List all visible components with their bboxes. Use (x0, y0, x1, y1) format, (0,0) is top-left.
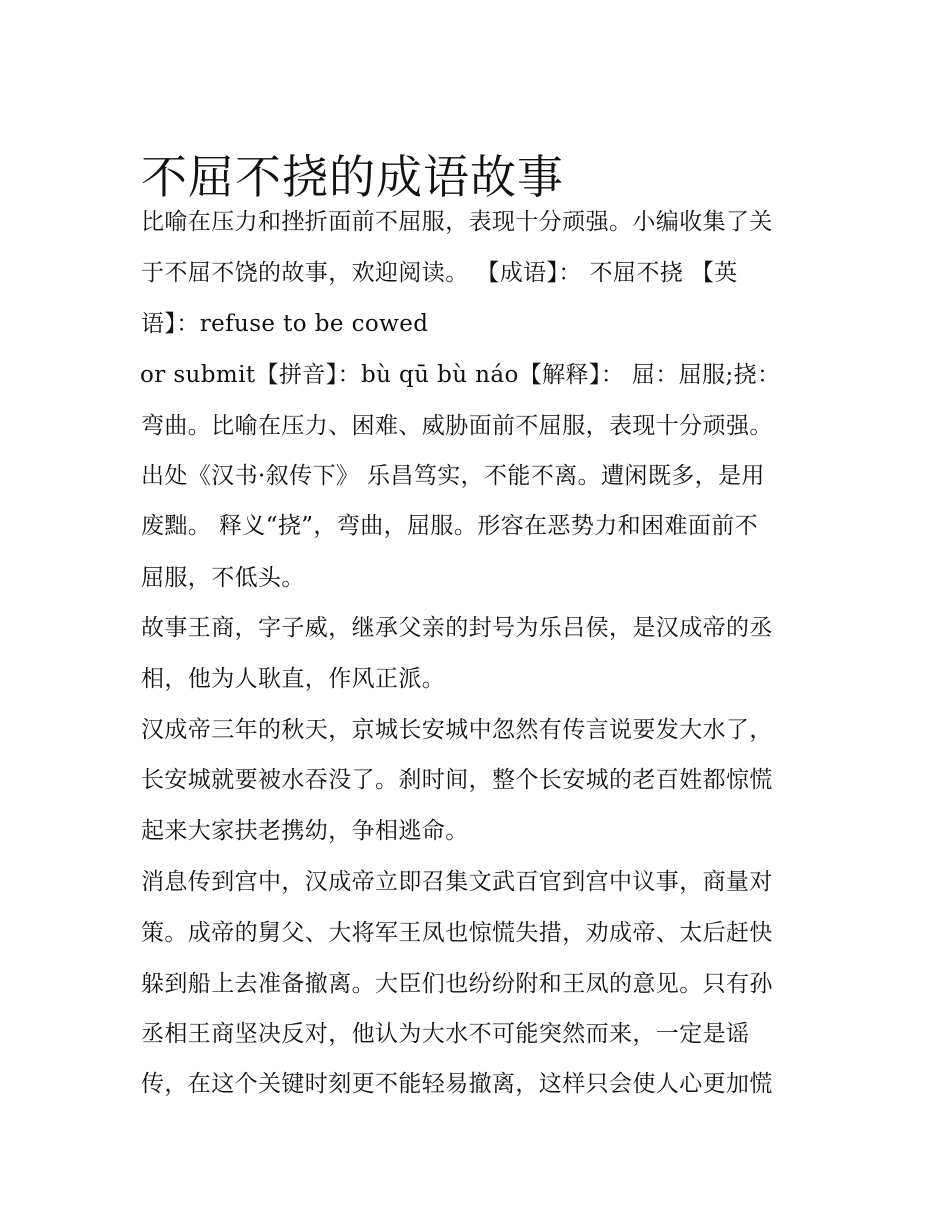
text-line: 相，他为人耿直，作风正派。 (141, 666, 446, 692)
text-line: 汉成帝三年的秋天，京城长安城中忽然有传言说要发大水了， (141, 717, 773, 743)
text-line: 比喻在压力和挫折面前不屈服，表现十分顽强。小编收集了关 (141, 209, 773, 235)
text-line: 躲到船上去准备撤离。大臣们也纷纷附和王凤的意见。只有孙 (141, 971, 773, 997)
text-line: 传，在这个关键时刻更不能轻易撤离，这样只会使人心更加慌 (141, 1071, 773, 1097)
text-line: 丞相王商坚决反对，他认为大水不可能突然而来，一定是谣 (141, 1021, 750, 1047)
text-line: 起来大家扶老携幼，争相逃命。 (141, 818, 469, 844)
text-line: 消息传到宫中，汉成帝立即召集文武百官到宫中议事，商量对 (141, 869, 773, 895)
text-line: 长安城就要被水吞没了。刹时间，整个长安城的老百姓都惊慌 (141, 767, 773, 793)
text-line: 出处《汉书·叙传下》 乐昌笃实，不能不离。遭闲既多，是用 (141, 463, 765, 489)
text-line: 屈服，不低头。 (141, 565, 305, 591)
text-line: or submit【拼音】：bù qū bù náo【解释】： 屈：屈服;挠： (140, 362, 781, 388)
text-line: 语】：refuse to be cowed (141, 311, 429, 337)
text-line: 故事王商，字子威，继承父亲的封号为乐吕侯，是汉成帝的丞 (141, 615, 773, 641)
text-line: 弯曲。比喻在压力、困难、威胁面前不屈服，表现十分顽强。 (141, 413, 773, 439)
text-line: 废黜。 释义“挠”，弯曲，屈服。形容在恶势力和困难面前不 (141, 513, 759, 539)
text-line: 于不屈不饶的故事，欢迎阅读。 【成语】： 不屈不挠 【英 (141, 260, 738, 286)
document-title: 不屈不挠的成语故事 (141, 149, 564, 204)
text-line: 策。成帝的舅父、大将军王凤也惊慌失措，劝成帝、太后赶快 (141, 920, 773, 946)
